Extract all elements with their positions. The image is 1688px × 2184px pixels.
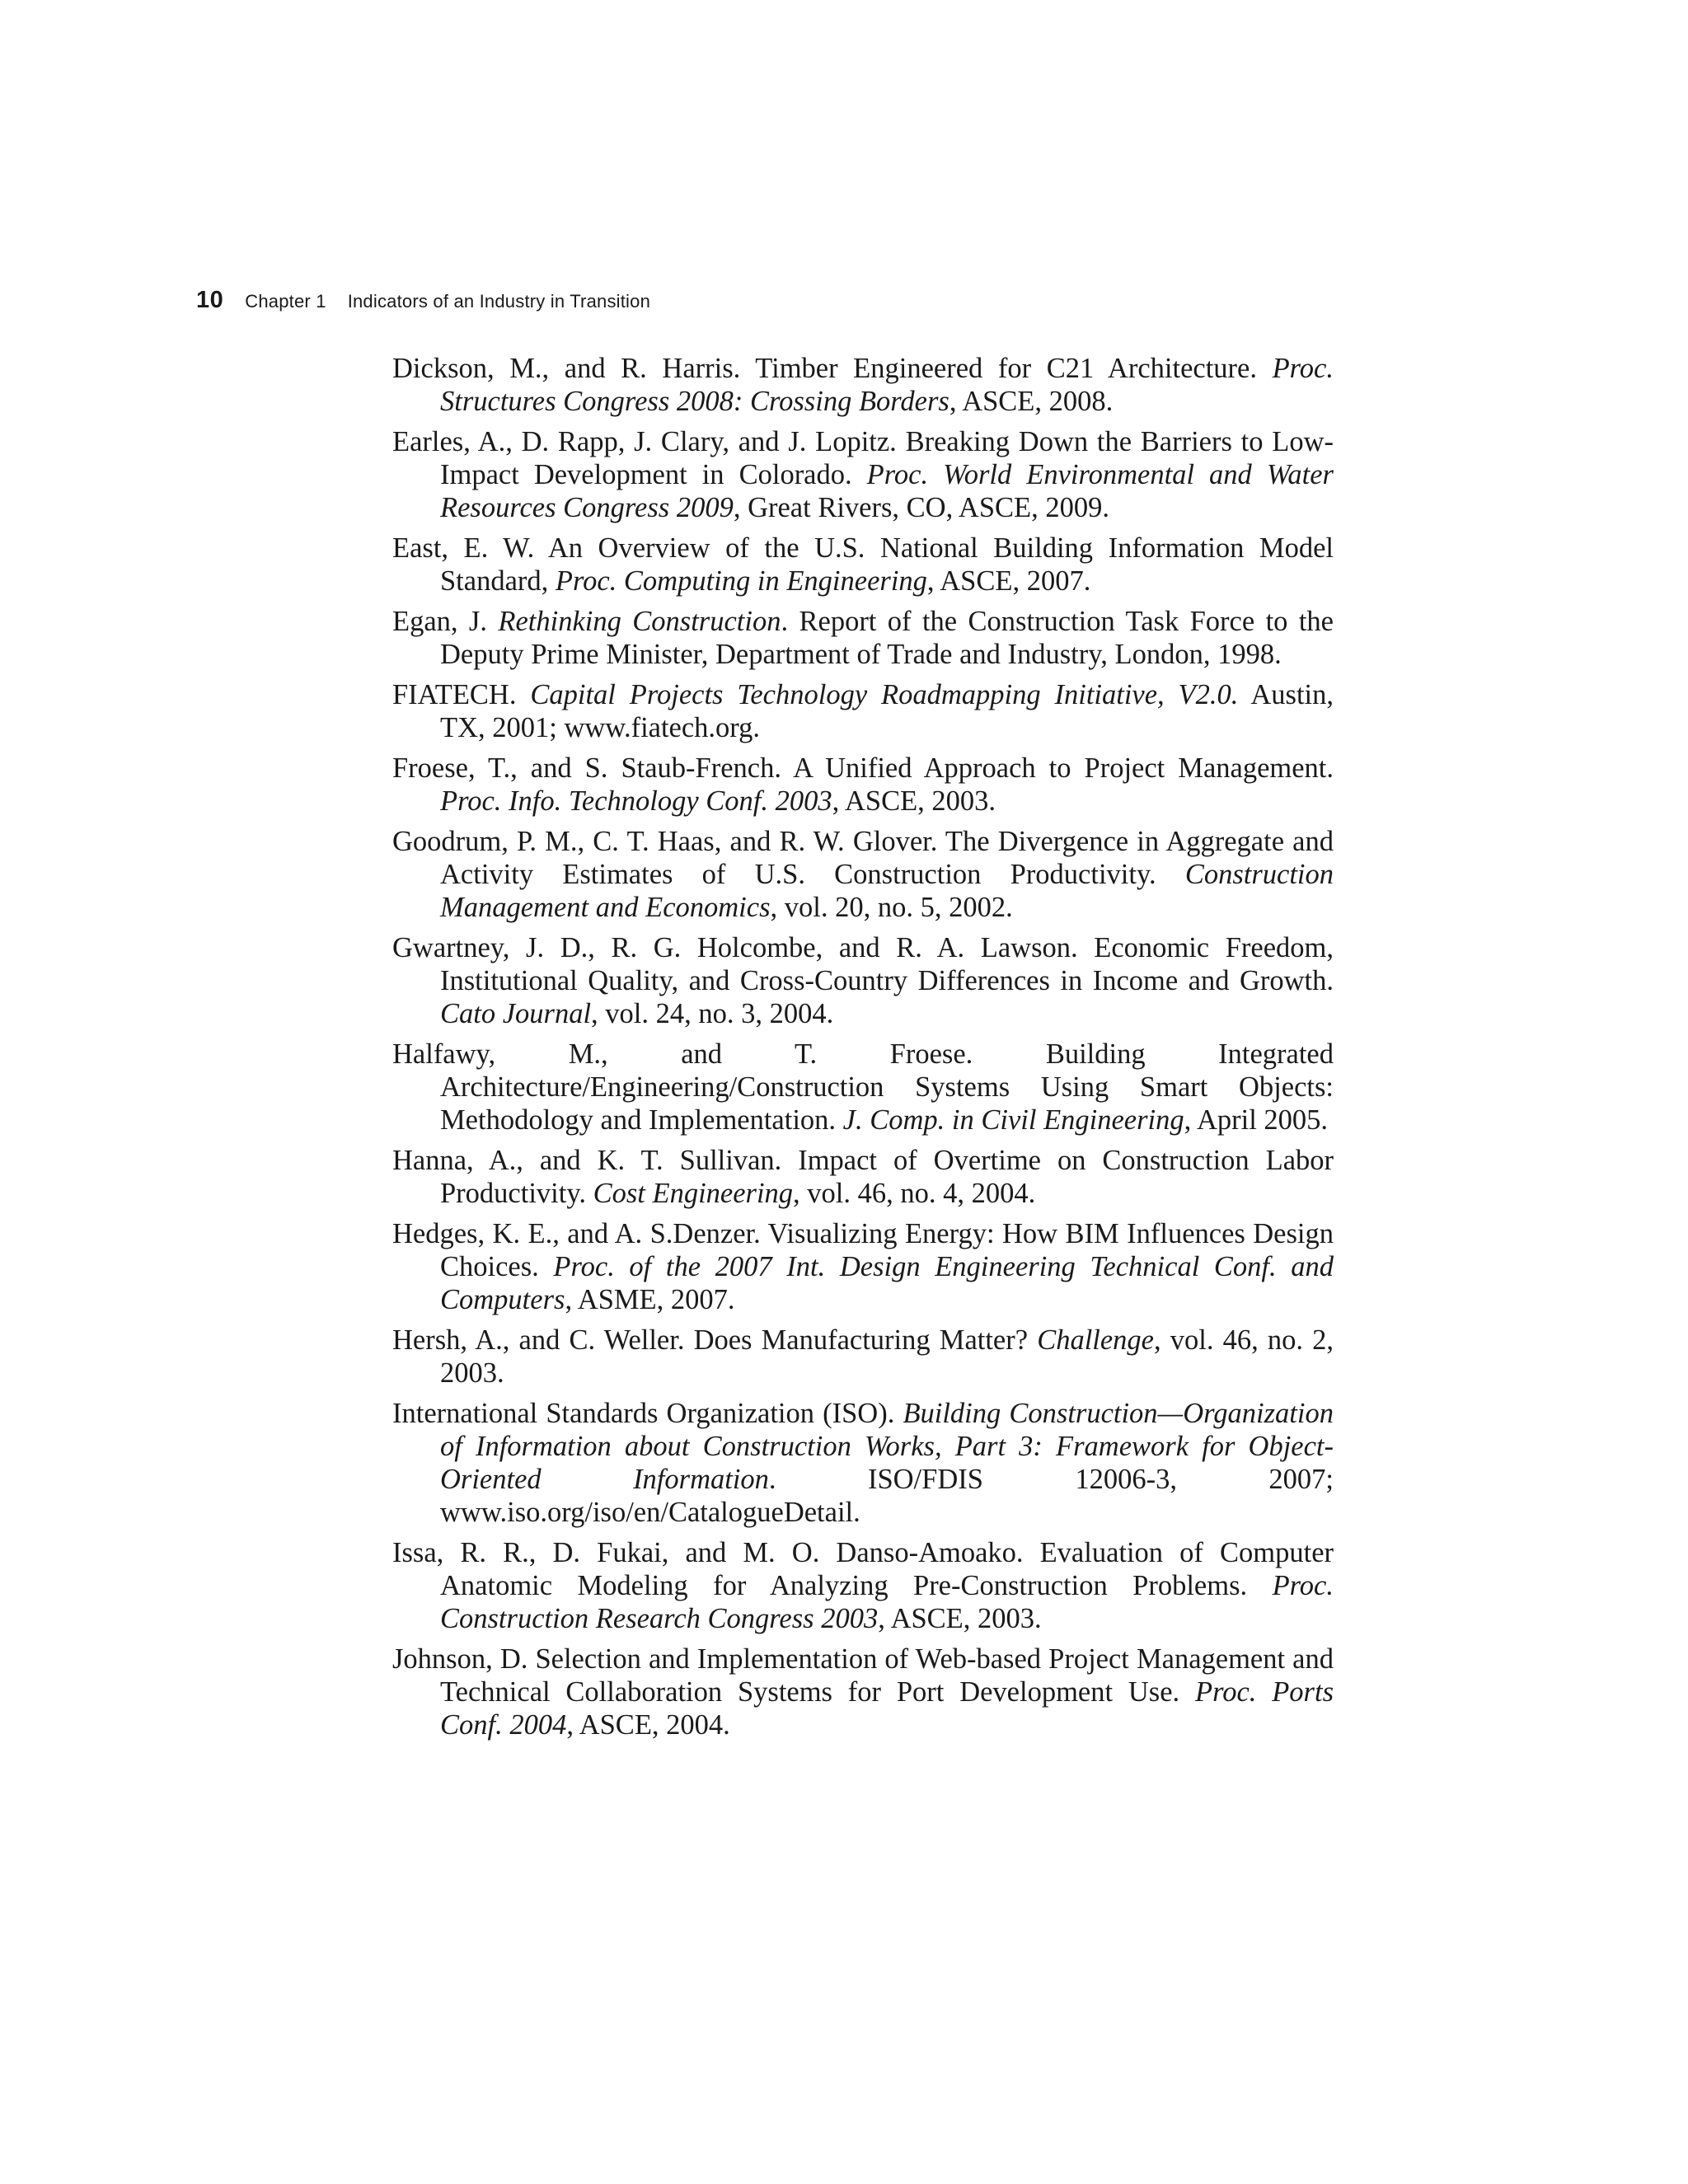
reference-text: FIATECH. [392, 679, 531, 710]
reference-entry [392, 1397, 1334, 1529]
reference-source: Challenge [1037, 1324, 1154, 1356]
reference-entry [392, 825, 1334, 924]
reference-entry [392, 532, 1334, 598]
reference-source: Rethinking Construction [498, 606, 781, 637]
reference-source: Proc. Info. Technology Conf. 2003 [440, 785, 832, 817]
reference-text: Issa, R. R., D. Fukai, and M. O. Danso-Amoako. Evaluation of Computer Anatomic Modeling for Analyzing Pre-Construction Problems. [392, 1537, 1334, 1601]
reference-text: , April 2005. [1184, 1104, 1329, 1136]
reference-text: Goodrum, P. M., C. T. Haas, and R. W. Glover. The Divergence in Aggregate and Activity Estimates of U.S. Construction Productivity. [392, 826, 1334, 890]
reference-text: , vol. 20, no. 5, 2002. [770, 892, 1013, 923]
reference-entry [392, 1643, 1334, 1741]
reference-entry [392, 931, 1334, 1030]
reference-source: Proc. Computing in Engineering [555, 565, 927, 597]
reference-text: Dickson, M., and R. Harris. Timber Engineered for C21 Architecture. [392, 353, 1273, 384]
reference-source: Proc. Structures Congress 2008: Crossing Borders [440, 353, 1334, 417]
reference-text: Froese, T., and S. Staub-French. A Unified Approach to Project Management. [392, 752, 1334, 784]
reference-entry [392, 1324, 1334, 1390]
reference-text: , ASCE, 2008. [949, 386, 1114, 417]
reference-text: , ASCE, 2004. [566, 1709, 730, 1741]
reference-list [392, 352, 1334, 1749]
reference-text: , ASME, 2007. [565, 1284, 735, 1315]
reference-text: , ASCE, 2007. [926, 565, 1091, 597]
reference-text: Earles, A., D. Rapp, J. Clary, and J. Lopitz. Breaking Down the Barriers to Low-Impact Development in Colorado. [392, 426, 1334, 490]
reference-text: , Great Rivers, CO, ASCE, 2009. [733, 492, 1109, 523]
reference-entry [392, 752, 1334, 818]
reference-text: , vol. 46, no. 2, 2003. [440, 1324, 1334, 1389]
reference-entry [392, 425, 1334, 524]
reference-text: International Standards Organization (ISO). [392, 1398, 903, 1429]
reference-source: Cost Engineering [593, 1178, 794, 1209]
reference-source: Cato Journal [440, 998, 592, 1029]
reference-entry [392, 1144, 1334, 1210]
reference-text: , ASCE, 2003. [878, 1603, 1042, 1634]
reference-text: . Report of the Construction Task Force to the Deputy Prime Minister, Department of Trade and Industry, London, 1998. [440, 606, 1334, 670]
reference-text: Gwartney, J. D., R. G. Holcombe, and R. A. Lawson. Economic Freedom, Institutional Quality, and Cross-Country Differences in Income and Growth. [392, 932, 1334, 996]
reference-entry [392, 1217, 1334, 1316]
reference-text: Johnson, D. Selection and Implementation of Web-based Project Management and Technical Collaboration Systems for Port Development Use. [392, 1643, 1334, 1708]
reference-entry [392, 1536, 1334, 1635]
reference-text: East, E. W. An Overview of the U.S. National Building Information Model Standard, [392, 532, 1334, 597]
reference-text: , vol. 46, no. 4, 2004. [793, 1178, 1036, 1209]
reference-text: Halfawy, M., and T. Froese. Building Integrated Architecture/Engineering/Construction Systems Using Smart Objects: Methodology and Implementation. [392, 1038, 1334, 1136]
chapter-title: Indicators of an Industry in Transition [347, 291, 651, 312]
reference-entry [392, 605, 1334, 671]
reference-source: Proc. World Environmental and Water Resources Congress 2009 [440, 459, 1334, 523]
reference-entry [392, 678, 1334, 744]
reference-text: . ISO/FDIS 12006-3, 2007; www.iso.org/iso/en/CatalogueDetail. [440, 1464, 1334, 1528]
reference-text: Hersh, A., and C. Weller. Does Manufacturing Matter? [392, 1324, 1038, 1356]
reference-source: J. Comp. in Civil Engineering [842, 1104, 1184, 1136]
reference-source: Proc. Construction Research Congress 2003 [440, 1570, 1334, 1634]
reference-entry [392, 352, 1334, 418]
reference-text: , ASCE, 2003. [832, 785, 996, 817]
reference-text: Hedges, K. E., and A. S.Denzer. Visualizing Energy: How BIM Influences Design Choices. [392, 1218, 1334, 1282]
chapter-label: Chapter 1 [245, 291, 326, 312]
reference-source: Building Construction—Organization of Information about Construction Works, Part 3: Framework for Object-Oriented Information [440, 1398, 1334, 1495]
running-head [196, 287, 650, 316]
reference-source: Proc. of the 2007 Int. Design Engineering Technical Conf. and Computers [440, 1251, 1334, 1315]
reference-text: Austin, TX, 2001; www.fiatech.org. [440, 679, 1334, 743]
reference-source: Construction Management and Economics [440, 859, 1334, 923]
reference-text: Hanna, A., and K. T. Sullivan. Impact of Overtime on Construction Labor Productivity. [392, 1145, 1334, 1209]
reference-text: Egan, J. [392, 606, 499, 637]
reference-source: Proc. Ports Conf. 2004 [440, 1676, 1334, 1741]
reference-entry [392, 1038, 1334, 1137]
reference-source: Capital Projects Technology Roadmapping Initiative, V2.0. [530, 679, 1239, 710]
page-number: 10 [196, 287, 224, 313]
reference-text: , vol. 24, no. 3, 2004. [591, 998, 834, 1029]
